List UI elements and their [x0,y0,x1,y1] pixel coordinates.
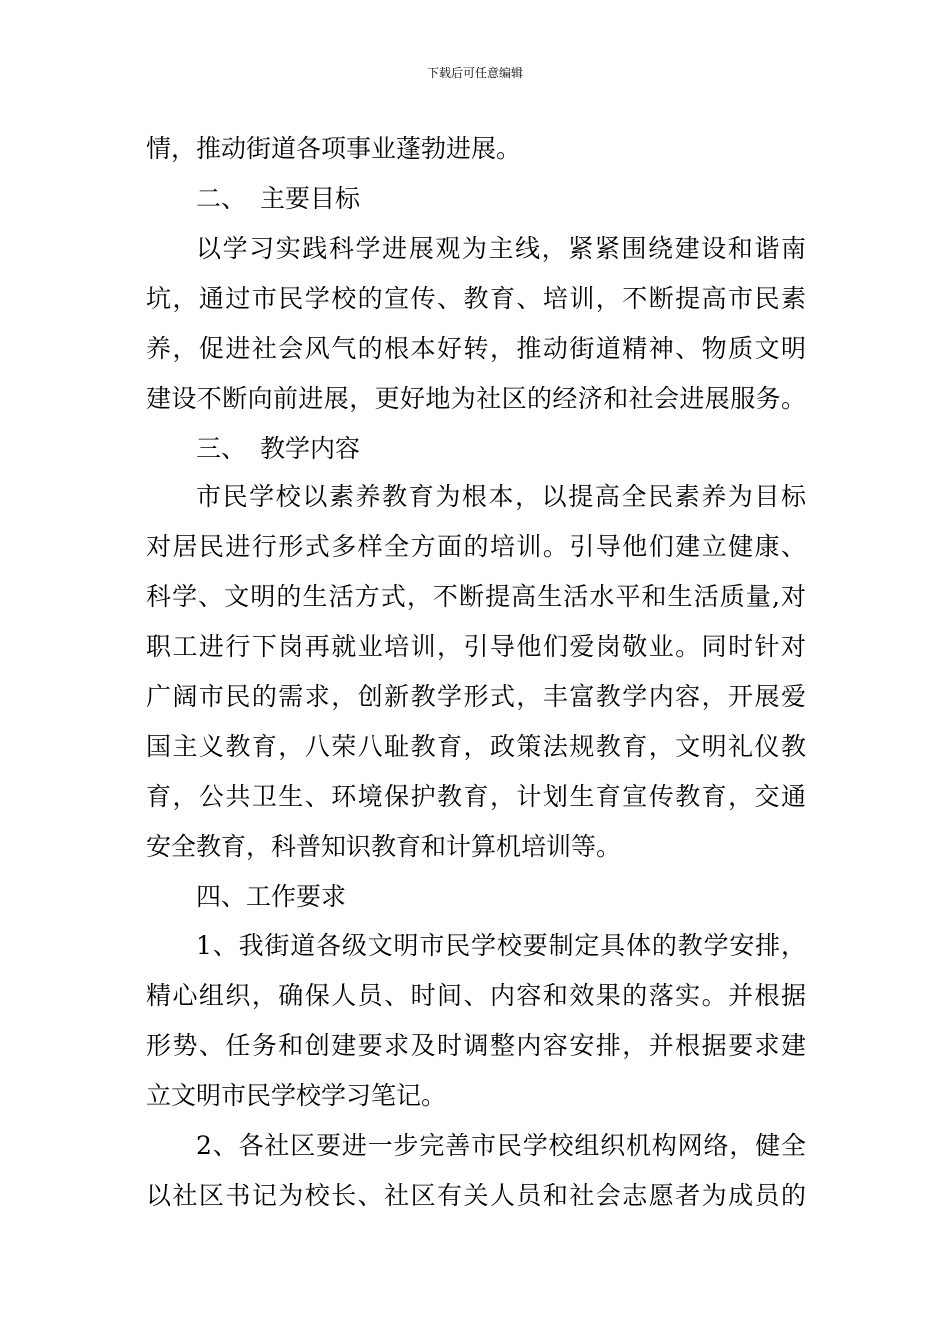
section-title: 工作要求 [246,882,347,911]
section-heading-content [196,433,360,465]
paragraph-line: 职工进行下岗再就业培训，引导他们爱岗敬业。同时针对 [146,632,806,661]
page-header: 下载后可任意编辑 [426,66,523,80]
paragraph-line: 安全教育，科普知识教育和计算机培训等。 [146,832,622,861]
paragraph-line: 2、各社区要进一步完善市民学校组织机构网络，健全 [196,1131,806,1160]
paragraph-line: 养，促进社会风气的根本好转，推动街道精神、物质文明 [146,334,806,363]
section-heading-goals [196,183,360,215]
paragraph-line: 形势、任务和创建要求及时调整内容安排，并根据要求建 [146,1031,806,1060]
section-number: 二、 [196,184,247,213]
paragraph-line: 科学、文明的生活方式，不断提高生活水平和生活质量,对 [146,582,806,611]
section-title: 主要目标 [260,184,361,213]
paragraph-line: 坑，通过市民学校的宣传、教育、培训，不断提高市民素 [146,284,806,313]
paragraph-line: 立文明市民学校学习笔记。 [146,1081,447,1110]
paragraph-line: 情，推动街道各项事业蓬勃进展。 [146,134,522,163]
section-heading-requirements [196,881,346,913]
section-number: 三、 [196,434,247,463]
paragraph-line: 对居民进行形式多样全方面的培训。引导他们建立健康、 [146,532,806,561]
section-title: 教学内容 [260,434,361,463]
paragraph-line: 广阔市民的需求，创新教学形式，丰富教学内容，开展爱 [146,682,806,711]
paragraph-line: 建设不断向前进展，更好地为社区的经济和社会进展服务。 [146,384,806,413]
paragraph-line: 精心组织，确保人员、时间、内容和效果的落实。并根据 [146,981,806,1010]
section-number: 四、 [196,882,247,911]
paragraph-line: 以学习实践科学进展观为主线，紧紧围绕建设和谐南 [196,234,806,263]
paragraph-line: 国主义教育，八荣八耻教育，政策法规教育，文明礼仪教 [146,732,806,761]
paragraph-line: 育，公共卫生、环境保护教育，计划生育宣传教育，交通 [146,782,806,811]
paragraph-line: 以社区书记为校长、社区有关人员和社会志愿者为成员的 [146,1181,806,1210]
paragraph-line: 1、我街道各级文明市民学校要制定具体的教学安排， [196,931,806,960]
paragraph-line: 市民学校以素养教育为根本，以提高全民素养为目标 [196,482,806,511]
